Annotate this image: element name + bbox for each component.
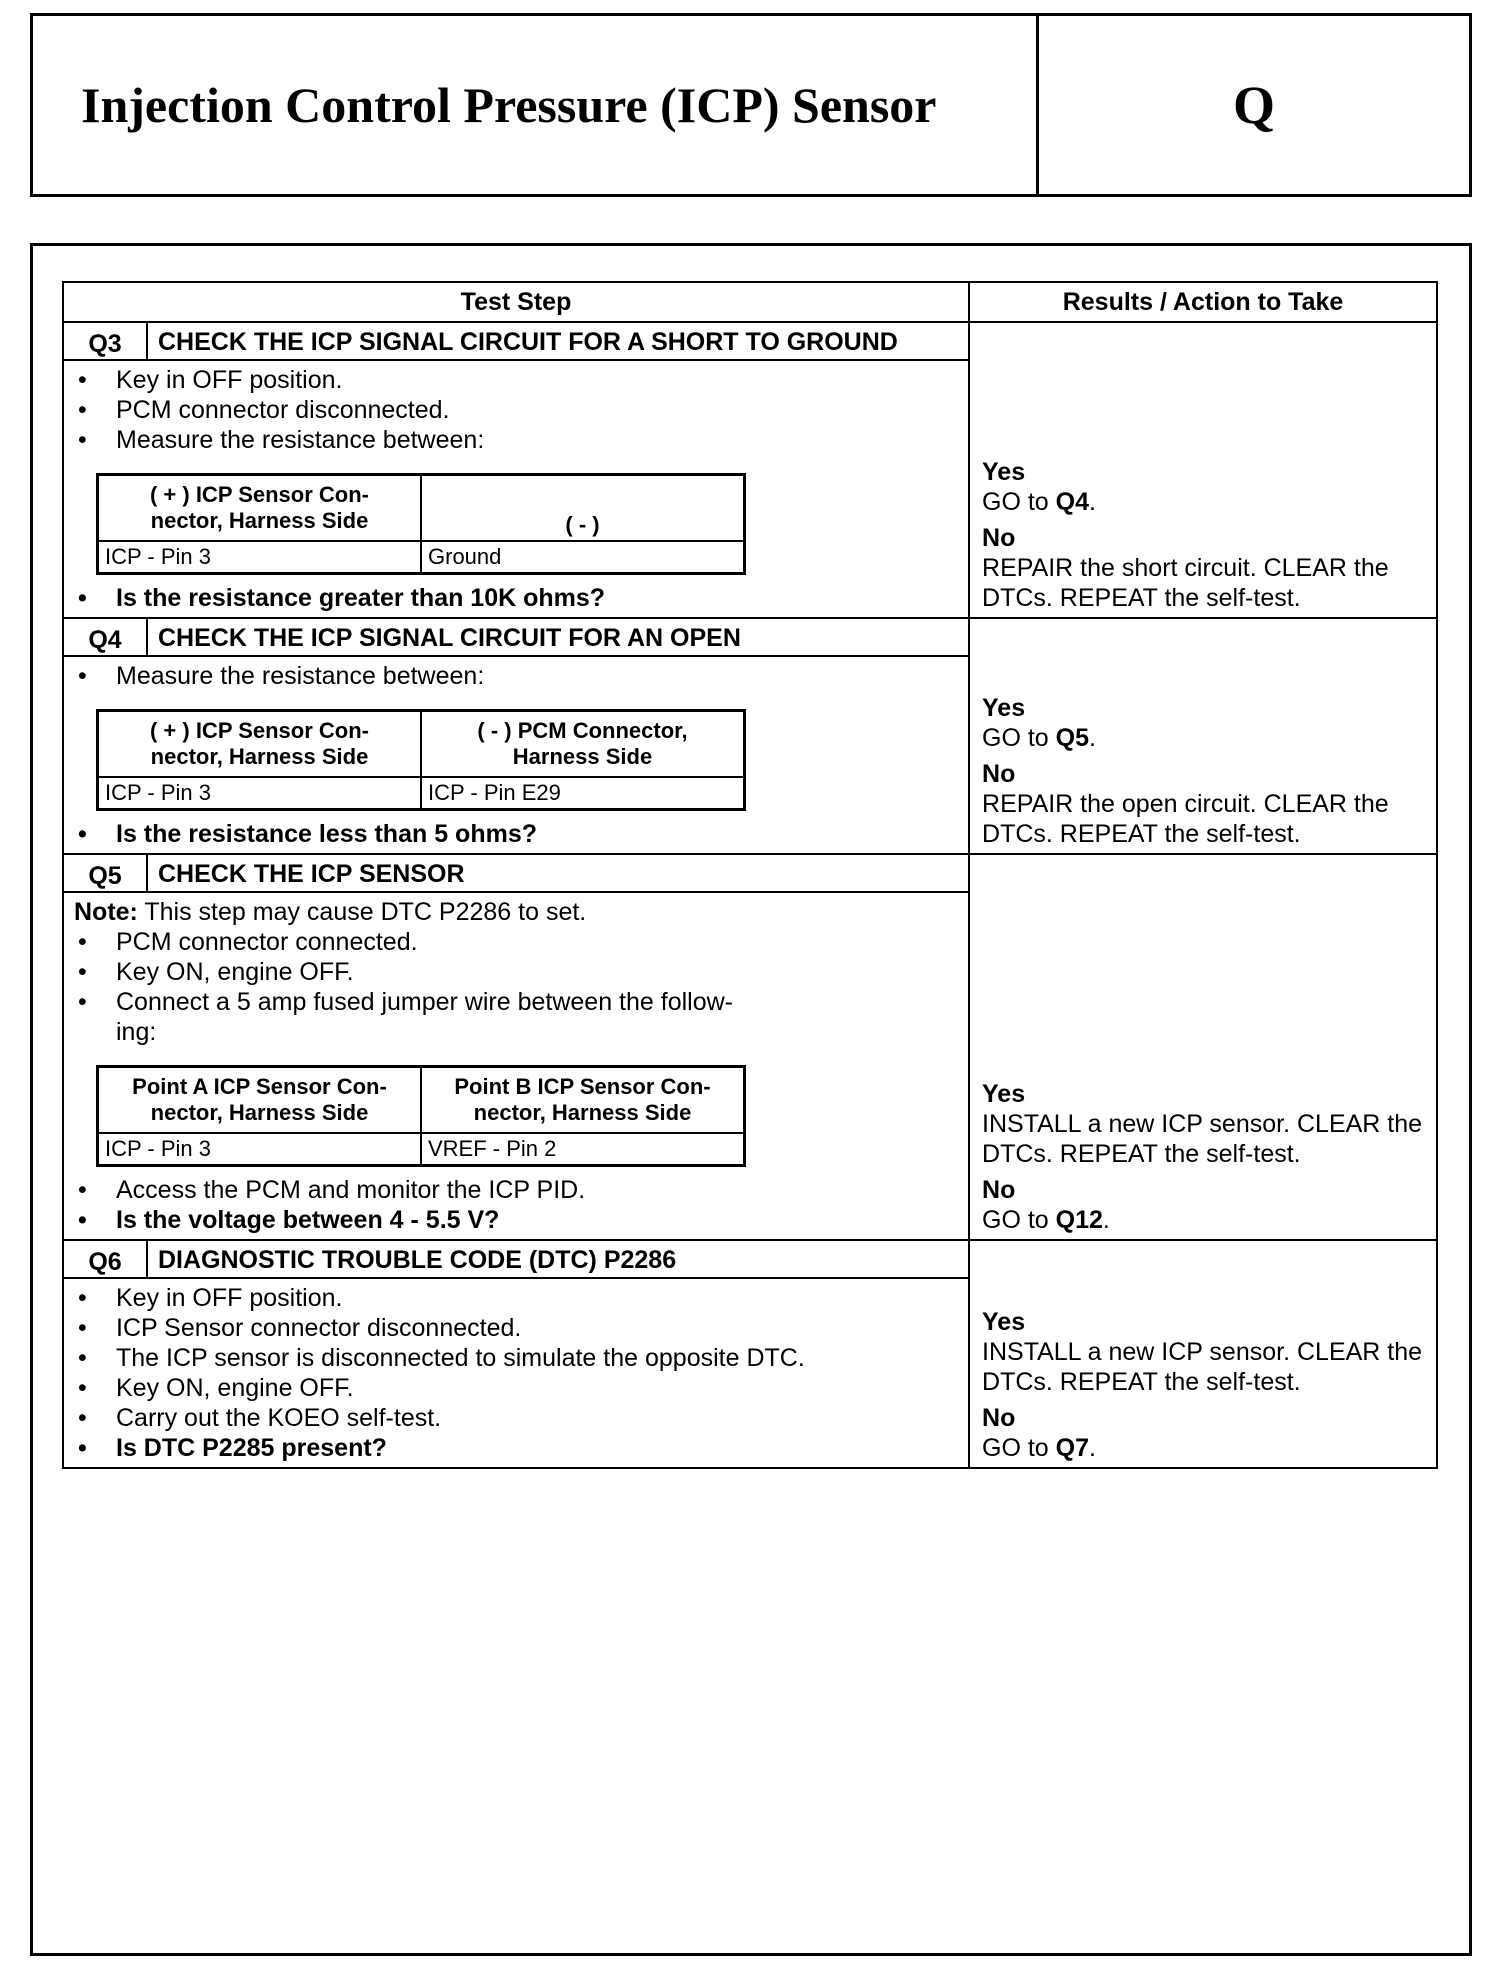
no-action: GO to Q7. xyxy=(982,1434,1096,1462)
sub-header: ( - ) PCM Connector, Harness Side xyxy=(421,711,745,778)
yes-label: Yes xyxy=(982,458,1026,486)
list-item: • Key in OFF position. xyxy=(74,1283,958,1313)
yes-action: INSTALL a new ICP sensor. CLEAR the DTCs. REPEAT the self-test. xyxy=(982,1338,1423,1396)
step-q3-title-row xyxy=(63,322,1437,360)
list-item: • Key ON, engine OFF. xyxy=(74,1373,958,1403)
step-id: Q3 xyxy=(63,322,147,360)
yes-action: GO to Q5. xyxy=(982,724,1096,752)
sub-cell: ICP - Pin E29 xyxy=(421,777,745,810)
sub-header: Point A ICP Sensor Con- nector, Harness Side xyxy=(98,1067,422,1134)
step-q6-results xyxy=(969,1240,1437,1468)
list-item: • Access the PCM and monitor the ICP PID. xyxy=(74,1175,958,1205)
sub-cell: VREF - Pin 2 xyxy=(421,1133,745,1166)
sub-cell: ICP - Pin 3 xyxy=(98,1133,422,1166)
yes-action: GO to Q4. xyxy=(982,488,1096,516)
test-step-table xyxy=(62,281,1438,1469)
sub-header: ( - ) xyxy=(421,475,745,542)
list-item: • PCM connector disconnected. xyxy=(74,395,958,425)
step-q5-title-row xyxy=(63,854,1437,892)
no-label: No xyxy=(982,524,1016,552)
step-body xyxy=(63,360,969,618)
step-id: Q5 xyxy=(63,854,147,892)
note: Note: This step may cause DTC P2286 to set. xyxy=(74,898,587,926)
section-letter: Q xyxy=(1232,75,1275,135)
list-item: • Key in OFF position. xyxy=(74,365,958,395)
step-body xyxy=(63,656,969,854)
step-body xyxy=(63,1278,969,1468)
no-action: REPAIR the open circuit. CLEAR the DTCs. REPEAT the self-test. xyxy=(982,790,1389,848)
measurement-table xyxy=(96,709,746,811)
question: • Is DTC P2285 present? xyxy=(74,1433,958,1463)
sub-cell: ICP - Pin 3 xyxy=(98,777,422,810)
step-title: DIAGNOSTIC TROUBLE CODE (DTC) P2286 xyxy=(147,1240,969,1278)
list-item: • Measure the resistance between: xyxy=(74,425,958,455)
no-label: No xyxy=(982,1404,1016,1432)
yes-label: Yes xyxy=(982,1080,1026,1108)
no-action: REPAIR the short circuit. CLEAR the DTCs. REPEAT the self-test. xyxy=(982,554,1389,612)
step-q4-results xyxy=(969,618,1437,854)
yes-label: Yes xyxy=(982,694,1026,722)
page-header xyxy=(30,13,1472,197)
step-title: CHECK THE ICP SENSOR xyxy=(147,854,969,892)
list-item: • ICP Sensor connector disconnected. xyxy=(74,1313,958,1343)
list-item: • The ICP sensor is disconnected to simulate the opposite DTC. xyxy=(74,1343,958,1373)
page-title: Injection Control Pressure (ICP) Sensor xyxy=(33,16,1039,194)
step-q3-results xyxy=(969,322,1437,618)
step-id: Q6 xyxy=(63,1240,147,1278)
measurement-table xyxy=(96,473,746,575)
step-title: CHECK THE ICP SIGNAL CIRCUIT FOR AN OPEN xyxy=(147,618,969,656)
sub-header: ( + ) ICP Sensor Con- nector, Harness Side xyxy=(98,475,422,542)
col-header-test-step: Test Step xyxy=(63,282,969,322)
table-header-row xyxy=(63,282,1437,322)
question: • Is the resistance less than 5 ohms? xyxy=(74,819,958,849)
no-label: No xyxy=(982,1176,1016,1204)
step-id: Q4 xyxy=(63,618,147,656)
list-item: • Carry out the KOEO self-test. xyxy=(74,1403,958,1433)
sub-header: ( + ) ICP Sensor Con- nector, Harness Side xyxy=(98,711,422,778)
jumper-table xyxy=(96,1065,746,1167)
no-action: GO to Q12. xyxy=(982,1206,1110,1234)
step-q6-title-row xyxy=(63,1240,1437,1278)
col-header-results: Results / Action to Take xyxy=(969,282,1437,322)
sub-header: Point B ICP Sensor Con- nector, Harness Side xyxy=(421,1067,745,1134)
question: • Is the resistance greater than 10K ohms? xyxy=(74,583,958,613)
sub-cell: Ground xyxy=(421,541,745,574)
list-item: • Measure the resistance between: xyxy=(74,661,958,691)
question: • Is the voltage between 4 - 5.5 V? xyxy=(74,1205,958,1235)
yes-action: INSTALL a new ICP sensor. CLEAR the DTCs. REPEAT the self-test. xyxy=(982,1110,1423,1168)
yes-label: Yes xyxy=(982,1308,1026,1336)
sub-cell: ICP - Pin 3 xyxy=(98,541,422,574)
step-body xyxy=(63,892,969,1240)
step-title: CHECK THE ICP SIGNAL CIRCUIT FOR A SHORT TO GROUND xyxy=(147,322,969,360)
list-item: • Key ON, engine OFF. xyxy=(74,957,958,987)
step-q4-title-row xyxy=(63,618,1437,656)
list-item: • PCM connector connected. xyxy=(74,927,958,957)
list-item: • Connect a 5 amp fused jumper wire between the follow- ing: xyxy=(74,987,958,1047)
step-q5-results xyxy=(969,854,1437,1240)
no-label: No xyxy=(982,760,1016,788)
